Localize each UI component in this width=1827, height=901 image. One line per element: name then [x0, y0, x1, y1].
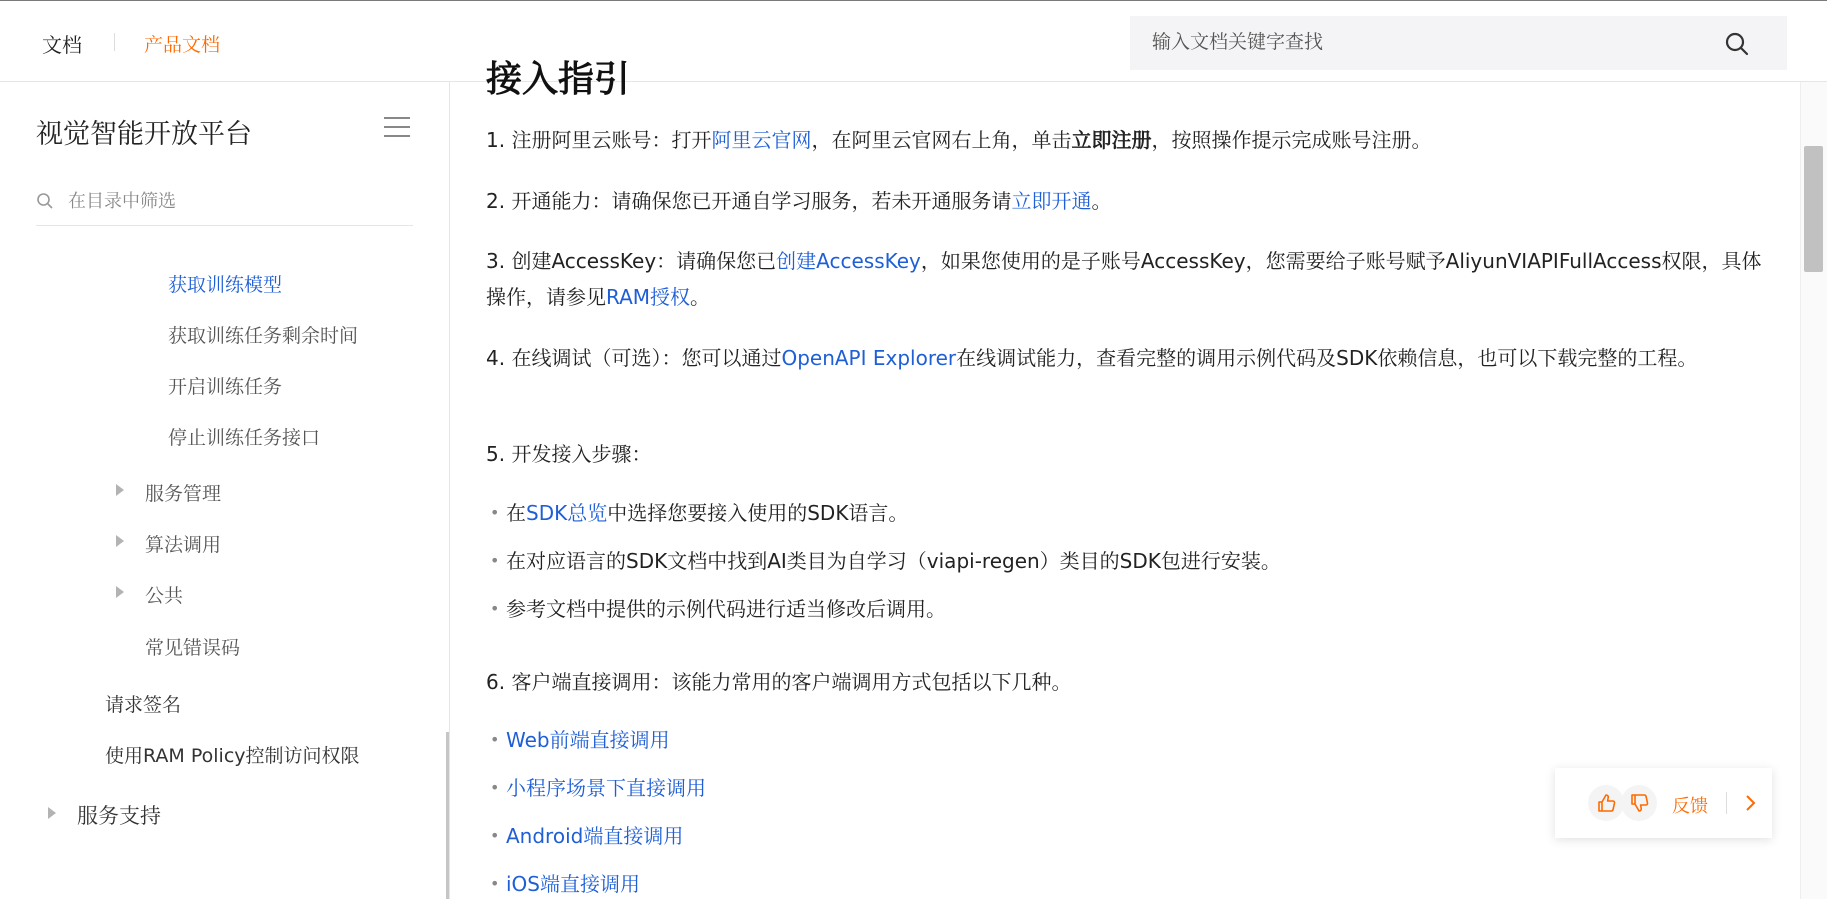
- search-box: [1130, 16, 1787, 70]
- bullet-1-text-end: 中选择您要接入使用的SDK语言。: [607, 501, 909, 525]
- step-3-text-end: 。: [690, 285, 711, 309]
- page-scrollbar-thumb[interactable]: [1804, 146, 1823, 272]
- step-5-bullet-1: [506, 496, 908, 530]
- step-1: [486, 122, 1764, 158]
- feedback-label[interactable]: 反馈: [1672, 796, 1708, 817]
- nav-product-docs-link[interactable]: 产品文档: [144, 34, 221, 56]
- sidebar-item-start-training[interactable]: 开启训练任务: [168, 376, 283, 398]
- sidebar-item-algorithm-call[interactable]: 算法调用: [145, 534, 222, 556]
- sidebar-title: 视觉智能开放平台: [36, 119, 252, 150]
- sidebar-item-request-signature[interactable]: 请求签名: [105, 694, 182, 716]
- step-4: [486, 340, 1764, 376]
- ram-auth-link[interactable]: RAM授权: [606, 285, 691, 309]
- aliyun-site-link[interactable]: 阿里云官网: [711, 128, 812, 152]
- step-5-bullet-3: • 参考文档中提供的示例代码进行适当修改后调用。: [506, 592, 946, 626]
- step-2: [486, 183, 1764, 219]
- miniprogram-direct-call-link[interactable]: • 小程序场景下直接调用: [506, 771, 706, 805]
- sidebar-item-stop-training[interactable]: 停止训练任务接口: [168, 427, 321, 449]
- sidebar-item-service-support[interactable]: 服务支持: [77, 804, 161, 828]
- sdk-overview-link[interactable]: SDK总览: [526, 501, 608, 525]
- sidebar-scrollbar[interactable]: [446, 732, 449, 899]
- step-4-text-end: 在线调试能力，查看完整的调用示例代码及SDK依赖信息，也可以下载完整的工程。: [956, 346, 1698, 370]
- sidebar-item-training-remaining-time[interactable]: 获取训练任务剩余时间: [168, 325, 359, 347]
- sidebar-item-error-codes[interactable]: 常见错误码: [145, 637, 241, 659]
- create-accesskey-link[interactable]: 创建AccessKey: [776, 249, 921, 273]
- step-1-text: 1. 注册阿里云账号：打开: [486, 128, 712, 152]
- web-direct-call-link[interactable]: • Web前端直接调用: [506, 723, 670, 757]
- sidebar-filter-input[interactable]: [68, 188, 398, 214]
- register-now-label: 立即注册: [1071, 128, 1152, 152]
- search-input[interactable]: [1152, 29, 1712, 55]
- sidebar-item-get-training-model[interactable]: 获取训练模型: [168, 274, 283, 296]
- sidebar-item-common[interactable]: 公共: [145, 585, 184, 607]
- step-2-text-end: 。: [1091, 189, 1112, 213]
- section-heading: 接入指引: [486, 59, 631, 100]
- caret-right-icon[interactable]: [116, 586, 124, 598]
- search-icon[interactable]: [1724, 31, 1750, 57]
- step-5-bullet-2: • 在对应语言的SDK文档中找到AI类目为自学习（viapi-regen）类目的SDK包进行安装。: [506, 544, 1281, 578]
- android-direct-call-link[interactable]: • Android端直接调用: [506, 819, 683, 853]
- top-navbar: [0, 0, 1827, 82]
- feedback-divider: [1726, 792, 1727, 814]
- thumbs-up-icon: [1588, 785, 1624, 821]
- thumbs-down-icon: [1621, 785, 1657, 821]
- step-4-text: 4. 在线调试（可选）：您可以通过: [486, 346, 782, 370]
- ios-direct-call-link[interactable]: • iOS端直接调用: [506, 867, 640, 901]
- step-2-text: 2. 开通能力：请确保您已开通自学习服务，若未开通服务请: [486, 189, 1012, 213]
- feedback-widget: [1555, 768, 1772, 838]
- nav-docs-link[interactable]: 文档: [42, 33, 82, 57]
- caret-right-icon[interactable]: [116, 535, 124, 547]
- step-3: [486, 243, 1764, 315]
- step-3-text: 3. 创建AccessKey：请确保您已: [486, 249, 777, 273]
- openapi-explorer-link[interactable]: OpenAPI Explorer: [781, 346, 957, 370]
- bullet-1-text: 在: [506, 501, 526, 525]
- step-3-text-mid: ，如果您使用的是子账号AccessKey，您需要给子账号赋予AliyunVIAPIFullAccess权限，具体操作，请参见: [486, 249, 1762, 309]
- filter-search-icon: [36, 192, 54, 210]
- step-5: 5. 开发接入步骤：: [486, 442, 652, 466]
- caret-right-icon[interactable]: [48, 807, 56, 819]
- caret-right-icon[interactable]: [116, 484, 124, 496]
- step-1-text-mid: ，在阿里云官网右上角，单击: [811, 128, 1072, 152]
- thumbs-down-button[interactable]: [1621, 785, 1657, 821]
- sidebar-item-ram-policy[interactable]: 使用RAM Policy控制访问权限: [105, 745, 360, 767]
- chevron-right-icon[interactable]: [1739, 792, 1761, 814]
- sidebar-filter: [36, 180, 413, 226]
- nav-divider: [114, 33, 115, 51]
- sidebar: [0, 82, 450, 899]
- sidebar-item-service-management[interactable]: 服务管理: [145, 483, 222, 505]
- thumbs-up-button[interactable]: [1588, 785, 1624, 821]
- step-6: 6. 客户端直接调用：该能力常用的客户端调用方式包括以下几种。: [486, 670, 1072, 694]
- step-1-text-end: ，按照操作提示完成账号注册。: [1151, 128, 1432, 152]
- menu-icon[interactable]: [384, 116, 410, 138]
- activate-now-link[interactable]: 立即开通: [1011, 189, 1092, 213]
